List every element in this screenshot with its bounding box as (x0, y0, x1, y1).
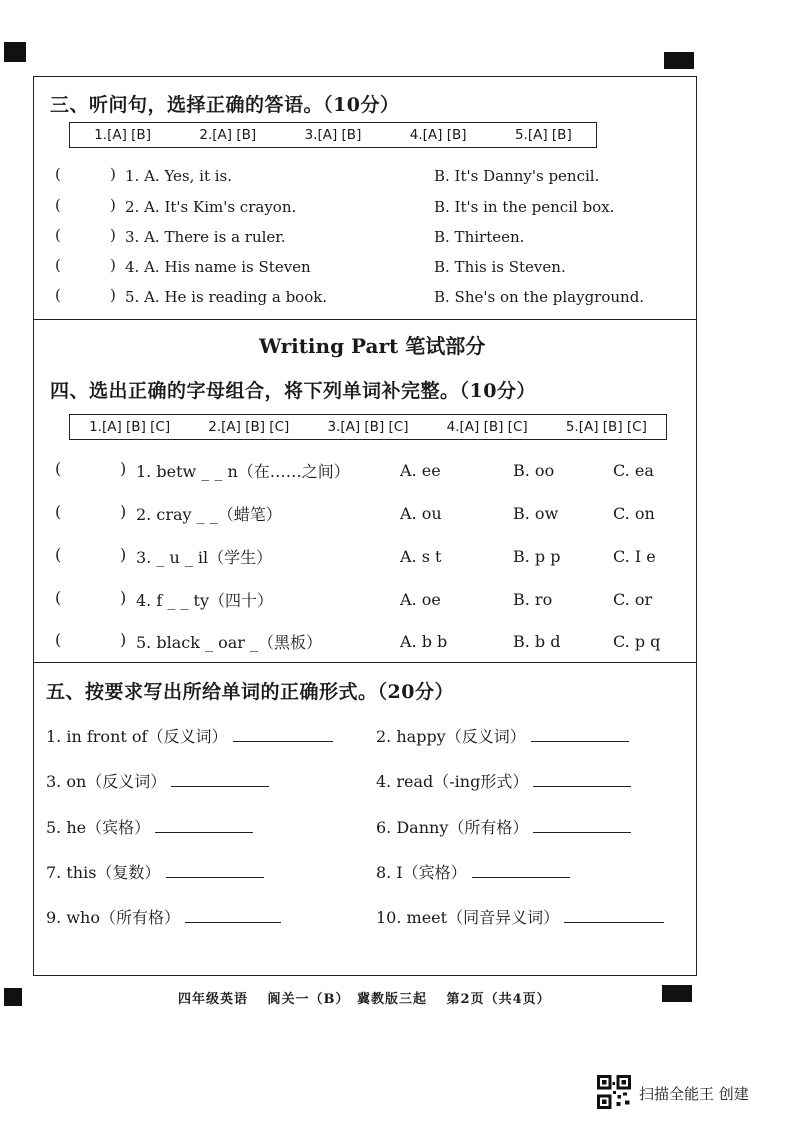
section4-answer-box (69, 414, 667, 440)
answer-paren-close: ) (110, 196, 116, 214)
fill-item (46, 724, 333, 747)
answer-slot[interactable]: 5.[A] [B] [C] (565, 419, 647, 435)
answer-blank[interactable] (533, 769, 631, 787)
answer-paren-close: ) (120, 545, 127, 564)
option-b: B. This is Steven. (434, 258, 566, 276)
option-c: C. or (613, 590, 653, 609)
option-a: 5. A. He is reading a book. (125, 288, 328, 306)
writing-part-heading: Writing Part 笔试部分 (259, 334, 486, 358)
answer-paren-open[interactable]: ( (55, 630, 62, 649)
answer-slot[interactable]: 4.[A] [B] (409, 127, 467, 143)
answer-paren-close: ) (110, 286, 116, 304)
answer-paren-close: ) (110, 165, 116, 183)
answer-slot[interactable]: 3.[A] [B] [C] (327, 419, 409, 435)
option-a: A. ee (400, 461, 441, 480)
answer-paren-close: ) (110, 256, 116, 274)
answer-paren-open[interactable]: ( (55, 459, 62, 478)
fill-prompt: 6. Danny（所有格） (376, 818, 529, 837)
answer-slot[interactable]: 5.[A] [B] (514, 127, 572, 143)
answer-blank[interactable] (531, 724, 629, 742)
word-question: 4. f _ _ ty（四十） (136, 591, 274, 610)
answer-slot[interactable]: 2.[A] [B] [C] (208, 419, 290, 435)
answer-paren-close: ) (120, 588, 127, 607)
answer-paren-close: ) (120, 502, 127, 521)
section4-title: 四、选出正确的字母组合，将下列单词补完整。（10分） (50, 380, 536, 402)
option-c: C. p q (613, 632, 661, 651)
answer-paren-close: ) (110, 226, 116, 244)
fill-item (376, 860, 570, 883)
word-question: 1. betw _ _ n（在……之间） (136, 462, 350, 481)
fill-prompt: 1. in front of（反义词） (46, 727, 228, 746)
fill-item (376, 815, 631, 838)
fill-item (46, 815, 253, 838)
word-question: 3. _ u _ il（学生） (136, 548, 273, 567)
option-a: A. oe (400, 590, 441, 609)
section-divider (34, 319, 696, 320)
option-c: C. ea (613, 461, 654, 480)
answer-blank[interactable] (171, 769, 269, 787)
option-a: 4. A. His name is Steven (125, 258, 311, 276)
qr-code-icon (597, 1075, 631, 1109)
option-a: 2. A. It's Kim's crayon. (125, 198, 297, 216)
answer-paren-open[interactable]: ( (55, 226, 61, 244)
answer-slot[interactable]: 1.[A] [B] [C] (89, 419, 171, 435)
fill-prompt: 10. meet（同音异义词） (376, 908, 560, 927)
option-b: B. b d (513, 632, 561, 651)
option-b: B. It's in the pencil box. (434, 198, 615, 216)
option-a: A. ou (400, 504, 442, 523)
option-b: B. ro (513, 590, 553, 609)
option-a: 1. A. Yes, it is. (125, 167, 233, 185)
fill-item (46, 860, 264, 883)
section-divider (34, 662, 696, 663)
word-question: 2. cray _ _（蜡笔） (136, 505, 282, 524)
answer-slot[interactable]: 2.[A] [B] (199, 127, 257, 143)
fill-item (46, 905, 281, 928)
fill-item (376, 905, 664, 928)
registration-mark-bottom-right (662, 985, 692, 1002)
registration-mark-top-left (4, 42, 26, 62)
option-b: B. p p (513, 547, 561, 566)
answer-paren-open[interactable]: ( (55, 165, 61, 183)
answer-paren-open[interactable]: ( (55, 588, 62, 607)
option-b: B. ow (513, 504, 559, 523)
section3-title: 三、听问句，选择正确的答语。（10分） (50, 94, 400, 116)
answer-blank[interactable] (185, 905, 281, 923)
fill-prompt: 7. this（复数） (46, 863, 161, 882)
option-c: C. I e (613, 547, 656, 566)
fill-item (376, 724, 629, 747)
fill-prompt: 5. he（宾格） (46, 818, 151, 837)
answer-slot[interactable]: 4.[A] [B] [C] (446, 419, 528, 435)
answer-blank[interactable] (533, 815, 631, 833)
answer-blank[interactable] (472, 860, 570, 878)
option-a: A. s t (400, 547, 442, 566)
word-question: 5. black _ oar _（黑板） (136, 633, 322, 652)
option-b: B. Thirteen. (434, 228, 525, 246)
answer-paren-open[interactable]: ( (55, 256, 61, 274)
answer-blank[interactable] (233, 724, 333, 742)
answer-slot[interactable]: 3.[A] [B] (304, 127, 362, 143)
fill-prompt: 8. I（宾格） (376, 863, 467, 882)
fill-item (46, 769, 269, 792)
answer-paren-close: ) (120, 630, 127, 649)
fill-prompt: 9. who（所有格） (46, 908, 180, 927)
answer-blank[interactable] (155, 815, 253, 833)
option-b: B. oo (513, 461, 555, 480)
registration-mark-top-right (664, 52, 694, 69)
option-b: B. It's Danny's pencil. (434, 167, 600, 185)
answer-slot[interactable]: 1.[A] [B] (94, 127, 151, 143)
option-a: 3. A. There is a ruler. (125, 228, 286, 246)
answer-paren-close: ) (120, 459, 127, 478)
page-footer: 四年级英语 阆关一（B） 冀教版三起 第2页（共4页） (178, 992, 551, 1007)
section3-answer-box (69, 122, 597, 148)
option-c: C. on (613, 504, 655, 523)
answer-blank[interactable] (564, 905, 664, 923)
answer-paren-open[interactable]: ( (55, 286, 61, 304)
answer-blank[interactable] (166, 860, 264, 878)
fill-prompt: 4. read（-ing形式） (376, 772, 529, 791)
section5-title: 五、按要求写出所给单词的正确形式。（20分） (46, 681, 454, 703)
option-b: B. She's on the playground. (434, 288, 645, 306)
fill-prompt: 3. on（反义词） (46, 772, 167, 791)
scanner-watermark: 扫描全能王 创建 (639, 1085, 749, 1103)
option-a: A. b b (400, 632, 448, 651)
answer-paren-open[interactable]: ( (55, 502, 62, 521)
fill-item (376, 769, 631, 792)
registration-mark-bottom-left (4, 988, 22, 1006)
fill-prompt: 2. happy（反义词） (376, 727, 526, 746)
answer-paren-open[interactable]: ( (55, 545, 62, 564)
answer-paren-open[interactable]: ( (55, 196, 61, 214)
